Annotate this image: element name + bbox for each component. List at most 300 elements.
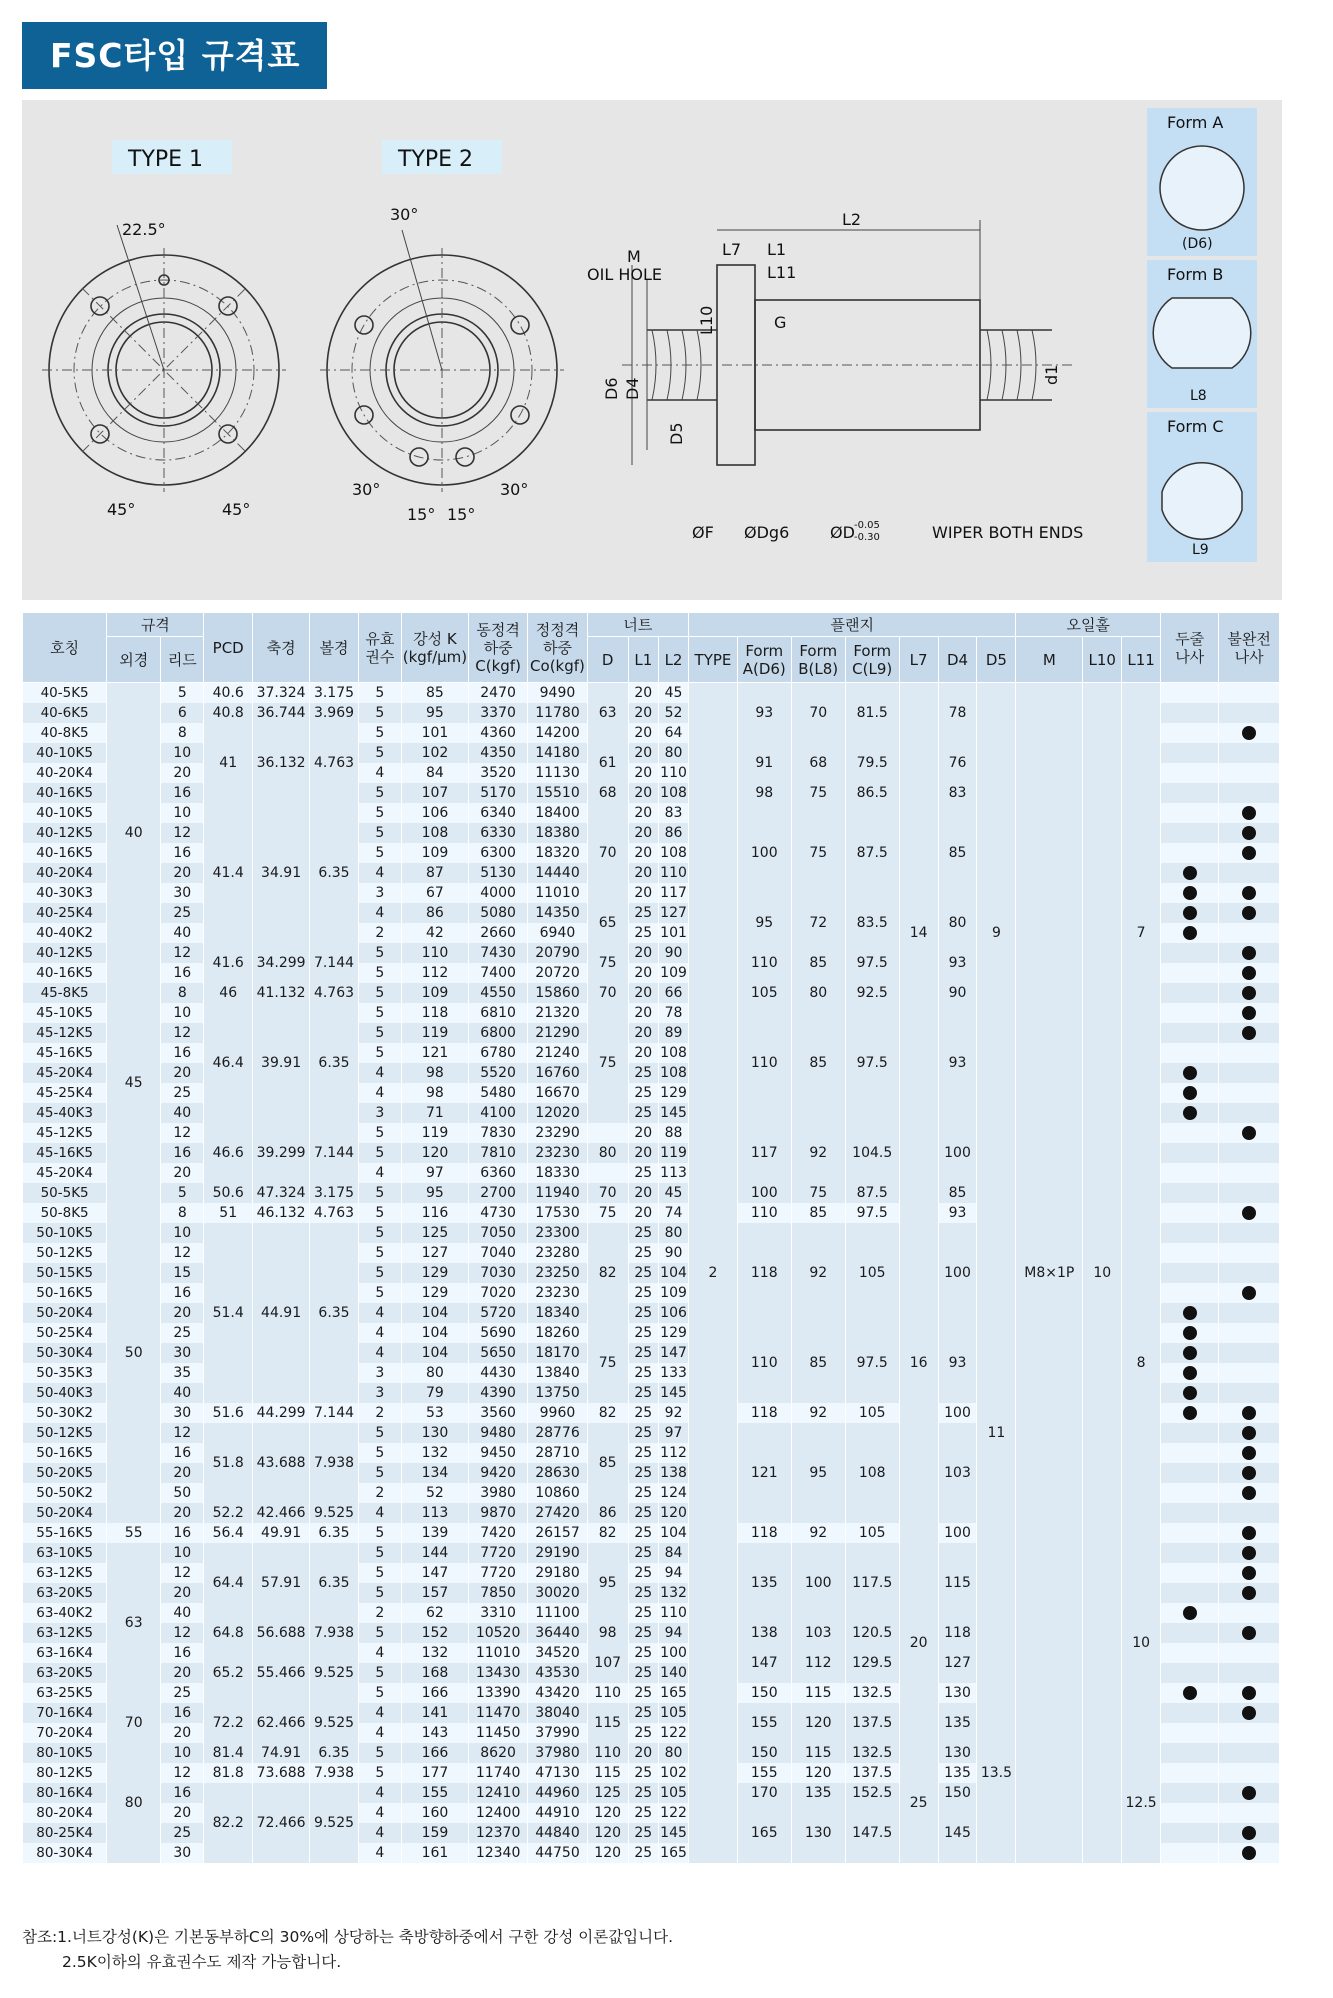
type1-angle-right: 45° — [222, 500, 251, 519]
cell-D: 120 — [587, 1843, 628, 1863]
cell-L2: 94 — [658, 1623, 688, 1643]
cell-incomplete — [1219, 1743, 1280, 1763]
cell-formB: 70 — [791, 683, 845, 744]
cell-D4: 83 — [938, 783, 977, 803]
wiper-label: WIPER BOTH ENDS — [932, 523, 1084, 542]
cell-dyn: 3520 — [468, 763, 527, 783]
filled-dot-icon — [1183, 866, 1197, 880]
cell-dyn: 3370 — [468, 703, 527, 723]
cell-incomplete — [1219, 943, 1280, 963]
cell-lead: 16 — [161, 1143, 204, 1163]
cell-double — [1161, 683, 1219, 704]
cell-stat: 18380 — [528, 823, 587, 843]
cell-name: 40-10K5 — [23, 743, 107, 763]
cell-turns: 3 — [358, 1383, 401, 1403]
cell-rig: 166 — [401, 1683, 468, 1703]
cell-ball: 6.35 — [310, 1223, 359, 1403]
cell-ball: 6.35 — [310, 803, 359, 943]
cell-L2: 104 — [660, 1265, 687, 1281]
cell-L2: 102 — [660, 1765, 687, 1781]
cell-lead: 40 — [161, 1603, 204, 1623]
cell-stat: 11940 — [528, 1183, 587, 1203]
cell-L2: 94 — [658, 1563, 688, 1583]
type2-angle-left: 30° — [352, 480, 381, 499]
cell-dyn: 7720 — [468, 1563, 527, 1583]
cell-name: 45-20K4 — [23, 1163, 107, 1183]
cell-root: 57.91 — [252, 1543, 309, 1623]
filled-dot-icon — [1183, 1066, 1197, 1080]
cell-rig: 79 — [401, 1383, 468, 1403]
cell-rig: 107 — [401, 783, 468, 803]
cell-L2: 122 — [660, 1805, 687, 1821]
cell-rig: 121 — [401, 1043, 468, 1063]
cell-incomplete — [1219, 1123, 1280, 1143]
tol-lower: -0.30 — [854, 532, 880, 543]
cell-name: 45-16K5 — [23, 1143, 107, 1163]
cell-pcd: 51.4 — [204, 1223, 253, 1403]
cell-pcd: 51.8 — [204, 1423, 253, 1503]
cell-L1: 20 — [628, 763, 658, 783]
cell-name: 40-10K5 — [23, 803, 107, 823]
cell-dyn: 5720 — [468, 1303, 527, 1323]
cell-od: 63 — [107, 1543, 161, 1703]
cell-stat: 23230 — [528, 1283, 587, 1303]
cell-formB: 120 — [791, 1703, 845, 1743]
filled-dot-icon — [1242, 1426, 1256, 1440]
cell-lead: 20 — [161, 1663, 204, 1683]
cell-incomplete — [1219, 1463, 1280, 1483]
cell-L2: 88 — [658, 1123, 688, 1143]
cell-lead: 12 — [161, 1243, 204, 1263]
cell-name: 45-12K5 — [23, 1023, 107, 1043]
cell-L2: 105 — [660, 1785, 687, 1801]
cell-L1: 25 — [628, 923, 658, 943]
cell-double — [1161, 1483, 1219, 1503]
form-a-box — [1147, 108, 1257, 256]
cell-dyn: 6800 — [468, 1023, 527, 1043]
filled-dot-icon — [1242, 1446, 1256, 1460]
cell-rig: 80 — [401, 1363, 468, 1383]
cell-L2: 145 — [660, 1105, 687, 1121]
cell-incomplete — [1219, 1423, 1280, 1443]
cell-dyn: 12370 — [468, 1823, 527, 1843]
cell-root: 44.299 — [252, 1403, 309, 1423]
cell-turns: 5 — [358, 1043, 401, 1063]
cell-rig: 119 — [401, 1123, 468, 1143]
cell-double — [1161, 1783, 1219, 1803]
th-formB: Form B(L8) — [791, 637, 845, 683]
cell-L11: 8 — [1122, 1183, 1161, 1543]
cell-dyn: 11450 — [468, 1723, 527, 1743]
cell-turns: 4 — [358, 1343, 401, 1363]
cell-formA: 118 — [737, 1523, 791, 1543]
th-nut: 너트 — [587, 613, 689, 637]
cell-L1: 25 — [628, 1543, 658, 1563]
cell-turns: 4 — [358, 1323, 401, 1343]
filled-dot-icon — [1242, 1846, 1256, 1860]
cell-D4: 100 — [938, 1403, 977, 1423]
cell-ball: 3.175 — [310, 683, 359, 704]
cell-D4: 85 — [938, 803, 977, 903]
cell-D4: 150 — [938, 1783, 977, 1803]
cell-L1: 25 — [628, 1563, 658, 1583]
cell-name: 50-12K5 — [23, 1423, 107, 1443]
cell-L2: 90 — [658, 943, 688, 963]
cell-L1: 25 — [628, 1283, 658, 1303]
cell-lead: 20 — [161, 763, 204, 783]
cell-rig: 116 — [401, 1203, 468, 1223]
cell-double — [1161, 843, 1219, 863]
cell-dyn: 7040 — [468, 1243, 527, 1263]
dim-D: ØD — [830, 523, 855, 542]
cell-turns: 5 — [358, 1423, 401, 1443]
cell-L1: 20 — [628, 983, 658, 1003]
cell-rig: 86 — [401, 903, 468, 923]
cell-turns: 2 — [358, 1403, 401, 1423]
cell-root: 36.744 — [252, 703, 309, 723]
cell-stat: 37980 — [528, 1743, 587, 1763]
cell-turns: 4 — [358, 903, 401, 923]
cell-formB: 112 — [791, 1643, 845, 1683]
cell-lead: 25 — [161, 1323, 204, 1343]
filled-dot-icon — [1183, 1086, 1197, 1100]
cell-name: 50-10K5 — [23, 1223, 107, 1243]
cell-lead: 20 — [161, 1803, 204, 1823]
cell-name: 40-16K5 — [23, 783, 107, 803]
cell-formC: 105 — [845, 1403, 899, 1423]
cell-L1: 25 — [628, 1263, 658, 1283]
cell-double — [1161, 803, 1219, 823]
cell-dyn: 5520 — [468, 1063, 527, 1083]
cell-double — [1161, 1383, 1219, 1403]
cell-dyn: 2660 — [468, 923, 527, 943]
cell-dyn: 4430 — [468, 1363, 527, 1383]
filled-dot-icon — [1183, 1326, 1197, 1340]
cell-L2: 74 — [658, 1203, 688, 1223]
cell-incomplete — [1219, 1803, 1280, 1823]
cell-dyn: 7400 — [468, 963, 527, 983]
cell-L1: 25 — [628, 1223, 658, 1243]
cell-lead: 35 — [161, 1363, 204, 1383]
cell-root: 36.132 — [252, 723, 309, 803]
cell-L1: 20 — [628, 743, 658, 763]
cell-L2: 83 — [658, 803, 688, 823]
cell-incomplete — [1219, 1223, 1280, 1243]
cell-stat: 11100 — [528, 1603, 587, 1623]
cell-formA: 165 — [737, 1803, 791, 1863]
cell-turns: 5 — [358, 743, 401, 763]
cell-lead: 10 — [161, 1223, 204, 1243]
cell-D: 70 — [587, 1183, 628, 1203]
cell-double — [1161, 823, 1219, 843]
dim-D5: D5 — [667, 422, 686, 445]
cell-formA: 105 — [737, 983, 791, 1003]
th-formA: Form A(D6) — [737, 637, 791, 683]
cell-L2: 92 — [658, 1403, 688, 1423]
cell-L1: 20 — [628, 1143, 658, 1163]
cell-lead: 20 — [161, 1583, 204, 1603]
note-1: 참조:1.너트강성(K)은 기본동부하C의 30%에 상당하는 축방향하중에서 구한 강성 이론값입니다. — [22, 1928, 674, 1946]
cell-L2: 108 — [660, 845, 687, 861]
cell-formB: 103 — [791, 1623, 845, 1643]
cell-incomplete — [1219, 1203, 1280, 1223]
cell-double — [1161, 1623, 1219, 1643]
cell-rig: 109 — [401, 843, 468, 863]
cell-dyn: 13390 — [468, 1683, 527, 1703]
cell-rig: 134 — [401, 1463, 468, 1483]
cell-L2: 89 — [658, 1023, 688, 1043]
cell-L1: 20 — [628, 1183, 658, 1203]
cell-D: 110 — [587, 1683, 628, 1703]
filled-dot-icon — [1242, 1486, 1256, 1500]
cell-lead: 50 — [161, 1483, 204, 1503]
cell-L11: 7 — [1122, 683, 1161, 1184]
cell-name: 50-16K5 — [23, 1283, 107, 1303]
cell-rig: 155 — [401, 1783, 468, 1803]
cell-lead: 16 — [161, 963, 204, 983]
dim-L1: L1 — [767, 240, 787, 259]
cell-double — [1161, 1403, 1219, 1423]
filled-dot-icon — [1183, 1406, 1197, 1420]
cell-L1: 25 — [628, 1843, 658, 1863]
cell-dyn: 9450 — [468, 1443, 527, 1463]
cell-incomplete — [1219, 923, 1280, 943]
cell-formA: 91 — [737, 743, 791, 783]
cell-L1: 25 — [628, 1803, 658, 1823]
cell-root: 39.91 — [252, 1003, 309, 1123]
cell-ball: 9.525 — [310, 1503, 359, 1523]
cell-incomplete — [1219, 1023, 1280, 1043]
cell-L2: 132 — [660, 1585, 687, 1601]
cell-double — [1161, 1663, 1219, 1683]
cell-ball: 7.144 — [310, 1403, 359, 1423]
cell-name: 50-30K4 — [23, 1343, 107, 1363]
cell-lead: 10 — [161, 743, 204, 763]
cell-D4: 130 — [938, 1683, 977, 1703]
cell-dyn: 11010 — [468, 1643, 527, 1663]
cell-D — [587, 1283, 628, 1323]
cell-L1: 20 — [628, 1043, 658, 1063]
cell-name: 40-6K5 — [23, 703, 107, 723]
cell-dyn: 12340 — [468, 1843, 527, 1863]
cell-stat: 14440 — [528, 863, 587, 883]
cell-lead: 25 — [161, 1083, 204, 1103]
cell-L2: 64 — [658, 723, 688, 743]
cell-dyn: 7850 — [468, 1583, 527, 1603]
cell-dyn: 10520 — [468, 1623, 527, 1643]
cell-L2: 66 — [658, 983, 688, 1003]
cell-formA: 100 — [737, 1183, 791, 1203]
cell-L2: 109 — [660, 1285, 687, 1301]
cell-name: 50-40K3 — [23, 1383, 107, 1403]
cell-formC: 97.5 — [845, 1323, 899, 1403]
cell-formB: 92 — [791, 1403, 845, 1423]
cell-lead: 25 — [161, 903, 204, 923]
cell-double — [1161, 703, 1219, 723]
cell-L2: 108 — [660, 785, 687, 801]
cell-L2: 113 — [660, 1165, 687, 1181]
th-incomplete: 불완전 나사 — [1219, 613, 1280, 683]
cell-stat: 44840 — [528, 1823, 587, 1843]
cell-L2: 108 — [660, 1045, 687, 1061]
filled-dot-icon — [1242, 1826, 1256, 1840]
cell-lead: 8 — [161, 983, 204, 1003]
cell-formC: 137.5 — [845, 1763, 899, 1783]
cell-dyn: 8620 — [468, 1743, 527, 1763]
cell-od: 50 — [107, 1183, 161, 1523]
cell-name: 80-10K5 — [23, 1743, 107, 1763]
cell-incomplete — [1219, 1583, 1280, 1603]
cell-L1: 20 — [628, 703, 658, 723]
cell-pcd: 46 — [204, 983, 253, 1003]
cell-incomplete — [1219, 1363, 1280, 1383]
filled-dot-icon — [1242, 1686, 1256, 1700]
cell-L2: 140 — [660, 1665, 687, 1681]
cell-L1: 25 — [628, 1643, 658, 1663]
cell-dyn: 9480 — [468, 1423, 527, 1443]
page-title: FSC타입 규격표 — [22, 22, 327, 89]
cell-stat: 18400 — [528, 803, 587, 823]
cell-L7: 25 — [899, 1743, 938, 1863]
cell-formA: 155 — [737, 1763, 791, 1783]
cell-double — [1161, 1763, 1219, 1783]
cell-formB: 95 — [791, 1423, 845, 1523]
cell-formC: 87.5 — [845, 803, 899, 903]
cell-dyn: 6810 — [468, 1003, 527, 1023]
filled-dot-icon — [1242, 1026, 1256, 1040]
cell-rig: 177 — [401, 1763, 468, 1783]
dim-L11: L11 — [767, 263, 797, 282]
cell-turns: 5 — [358, 1203, 401, 1223]
cell-turns: 5 — [358, 683, 401, 704]
cell-stat: 38040 — [528, 1703, 587, 1723]
cell-ball: 4.763 — [310, 1203, 359, 1223]
cell-formB: 92 — [791, 1123, 845, 1183]
cell-formC: 81.5 — [845, 683, 899, 744]
cell-double — [1161, 1643, 1219, 1663]
cell-formB: 80 — [791, 983, 845, 1003]
cell-stat: 12020 — [528, 1103, 587, 1123]
cell-stat: 44750 — [528, 1843, 587, 1863]
cell-L1: 20 — [628, 863, 658, 883]
cell-formA: 93 — [737, 683, 791, 744]
cell-L1: 25 — [628, 1503, 658, 1523]
cell-double — [1161, 1323, 1219, 1343]
cell-name: 80-16K4 — [23, 1783, 107, 1803]
cell-D4: 100 — [938, 1123, 977, 1183]
cell-formC: 97.5 — [845, 1003, 899, 1123]
cell-lead: 20 — [161, 1063, 204, 1083]
cell-incomplete — [1219, 1183, 1280, 1203]
cell-rig: 168 — [401, 1663, 468, 1683]
cell-formA: 110 — [737, 943, 791, 983]
cell-D: 85 — [587, 1423, 628, 1503]
cell-name: 80-25K4 — [23, 1823, 107, 1843]
cell-dyn: 4000 — [468, 883, 527, 903]
cell-incomplete — [1219, 1723, 1280, 1743]
cell-lead: 20 — [161, 1503, 204, 1523]
cell-dyn: 7830 — [468, 1123, 527, 1143]
filled-dot-icon — [1242, 1706, 1256, 1720]
cell-L1: 25 — [628, 1103, 658, 1123]
cell-double — [1161, 1023, 1219, 1043]
cell-turns: 5 — [358, 1123, 401, 1143]
cell-incomplete — [1219, 1823, 1280, 1843]
cell-incomplete — [1219, 883, 1280, 903]
cell-stat: 18260 — [528, 1323, 587, 1343]
cell-name: 40-16K5 — [23, 843, 107, 863]
cell-turns: 5 — [358, 1623, 401, 1643]
cell-D5: 11 — [977, 1183, 1016, 1683]
cell-turns: 5 — [358, 1283, 401, 1303]
cell-rig: 104 — [401, 1323, 468, 1343]
cell-turns: 3 — [358, 1363, 401, 1383]
cell-double — [1161, 1463, 1219, 1483]
cell-root: 49.91 — [252, 1523, 309, 1543]
cell-D4: 90 — [938, 983, 977, 1003]
cell-double — [1161, 1523, 1219, 1543]
cell-dyn: 5690 — [468, 1323, 527, 1343]
cell-L10: 10 — [1083, 683, 1122, 1864]
cell-rig: 102 — [401, 743, 468, 763]
th-L11: L11 — [1122, 637, 1161, 683]
form-b-box — [1147, 260, 1257, 408]
filled-dot-icon — [1183, 906, 1197, 920]
cell-dyn: 7720 — [468, 1543, 527, 1563]
cell-pcd: 51.6 — [204, 1403, 253, 1423]
cell-lead: 12 — [161, 1763, 204, 1783]
cell-dyn: 13430 — [468, 1663, 527, 1683]
cell-formC: 86.5 — [845, 783, 899, 803]
th-L7: L7 — [899, 637, 938, 683]
cell-rig: 71 — [401, 1103, 468, 1123]
cell-name: 45-16K5 — [23, 1043, 107, 1063]
cell-formA: 110 — [737, 1323, 791, 1403]
cell-double — [1161, 1163, 1219, 1183]
cell-L2: 129 — [660, 1325, 687, 1341]
cell-stat: 28710 — [528, 1443, 587, 1463]
cell-name: 40-20K4 — [23, 863, 107, 883]
cell-stat: 16760 — [528, 1063, 587, 1083]
cell-D: 82 — [587, 1263, 628, 1283]
cell-name: 40-12K5 — [23, 943, 107, 963]
cell-rig: 132 — [401, 1643, 468, 1663]
form-b-dim: L8 — [1190, 388, 1207, 404]
cell-double — [1161, 1183, 1219, 1203]
cell-incomplete — [1219, 1443, 1280, 1463]
cell-rig: 120 — [401, 1143, 468, 1163]
cell-pcd: 46.6 — [204, 1123, 253, 1183]
cell-stat: 18320 — [528, 843, 587, 863]
cell-formB: 100 — [791, 1543, 845, 1623]
cell-turns: 5 — [358, 803, 401, 823]
cell-incomplete — [1219, 1303, 1280, 1323]
th-D: D — [587, 637, 628, 683]
cell-formA: 138 — [737, 1623, 791, 1643]
cell-lead: 16 — [161, 783, 204, 803]
cell-stat: 36440 — [528, 1623, 587, 1643]
filled-dot-icon — [1242, 726, 1256, 740]
th-pcd: PCD — [204, 613, 253, 683]
dim-Dg6: ØDg6 — [744, 523, 790, 542]
cell-rig: 112 — [401, 963, 468, 983]
cell-incomplete — [1219, 1503, 1280, 1523]
cell-root: 34.299 — [252, 943, 309, 983]
cell-D4: 115 — [938, 1543, 977, 1623]
cell-incomplete — [1219, 903, 1280, 923]
cell-D: 75 — [587, 1203, 628, 1223]
cell-pcd: 46.4 — [204, 1003, 253, 1123]
